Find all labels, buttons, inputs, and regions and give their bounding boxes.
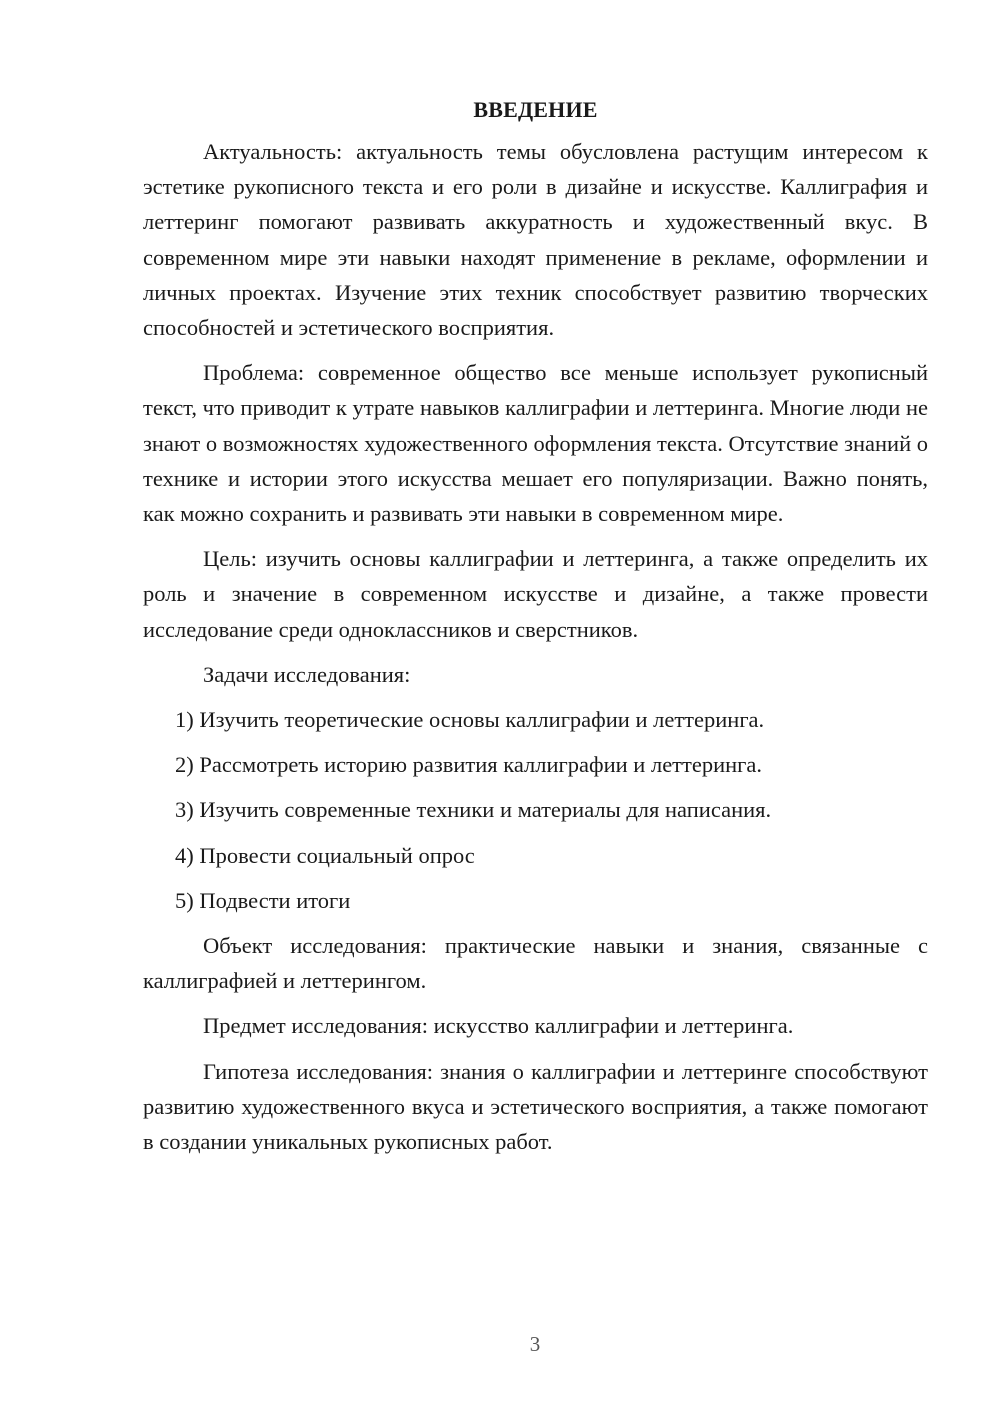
page-title: ВВЕДЕНИЕ xyxy=(473,97,598,122)
page-content xyxy=(143,92,928,1169)
goal-paragraph: Цель: изучить основы каллиграфии и леттеринга, а также определить их роль и значение в современном искусстве и дизайне, а также провести исследование среди одноклассников и сверстников. xyxy=(143,546,928,642)
task-item: 2) Рассмотреть историю развития каллиграфии и леттеринга. xyxy=(175,752,762,778)
task-item: 3) Изучить современные техники и материалы для написания. xyxy=(175,797,772,823)
relevance-paragraph: Актуальность: актуальность темы обусловлена растущим интересом к эстетике рукописного текста и его роли в дизайне и искусстве. Каллиграфия и леттеринг помогают развивать аккуратность и художественный вкус. В современном мире эти навыки находят применение в рекламе, оформлении и личных проектах. Изучение этих техник способствует развитию творческих способностей и эстетического восприятия. xyxy=(143,139,928,341)
task-item: 1) Изучить теоретические основы каллиграфии и леттеринга. xyxy=(175,707,765,733)
page-number: 3 xyxy=(529,1332,541,1356)
tasks-list xyxy=(143,702,928,918)
tasks-heading: Задачи исследования: xyxy=(203,661,411,687)
problem-paragraph: Проблема: современное общество все меньше использует рукописный текст, что приводит к утрате навыков каллиграфии и леттеринга. Многие люди не знают о возможностях художественного оформления текста. Отсутствие знаний о технике и истории этого искусства мешает его популяризации. Важно понять, как можно сохранить и развивать эти навыки в современном мире. xyxy=(143,360,928,527)
hypothesis-paragraph: Гипотеза исследования: знания о каллиграфии и леттеринге способствуют развитию художественного вкуса и эстетического восприятия, а также помогают в создании уникальных рукописных работ. xyxy=(143,1058,928,1155)
task-item: 5) Подвести итоги xyxy=(175,887,351,913)
subject-paragraph: Предмет исследования: искусство каллиграфии и леттеринга. xyxy=(203,1013,794,1039)
task-item: 4) Провести социальный опрос xyxy=(175,842,475,868)
object-paragraph: Объект исследования: практические навыки и знания, связанные с каллиграфией и леттерингом. xyxy=(143,933,928,994)
